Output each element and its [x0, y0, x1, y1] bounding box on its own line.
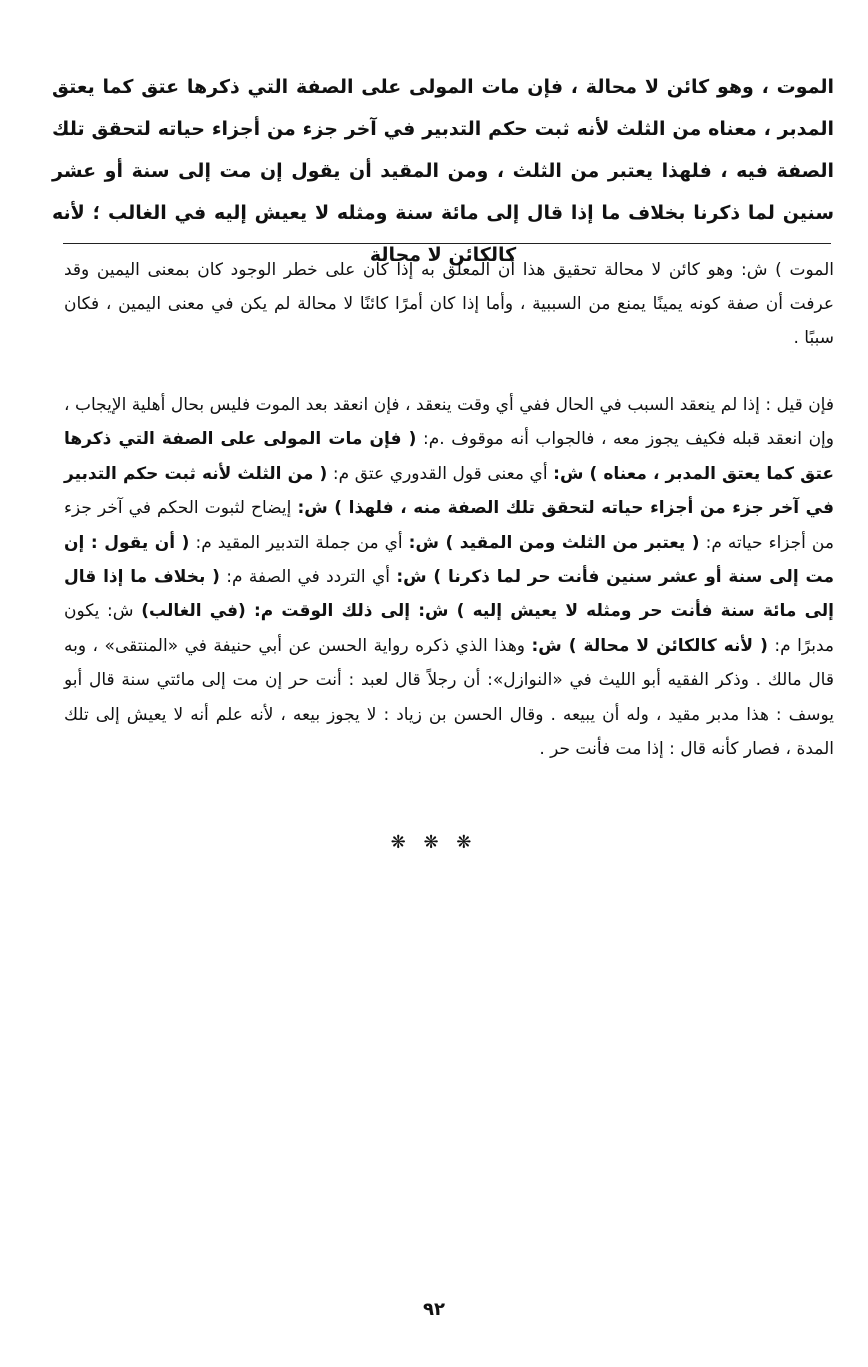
matn-text: الموت ، وهو كائن لا محالة ، فإن مات المولى على الصفة التي ذكرها عتق كما يعتق المدبر ، معناه من الثلث لأنه ثبت حكم التدبير في آخر جزء من أجزاء حياته لتحقق تلك الصفة فيه ، فلهذا يعتبر من الثلث ، ومن المقيد أن يقول إن مت إلى سنة أو عشر سنين لما ذكرنا بخلاف ما إذا قال إلى مائة سنة ومثله لا يعيش إليه في الغالب ؛ لأنه كالكائن لا محالة	[52, 76, 834, 266]
page-number: ٩٢	[423, 1299, 445, 1320]
horizontal-divider	[63, 243, 831, 244]
quoted-text: ( من الثلث لأنه ثبت حكم التدبير في آخر جزء من أجزاء حياته لتحقق تلك الصفة منه ، فلهذا ) ش:	[64, 463, 834, 519]
commentary-segment: أي معنى قول القدوري عتق م:	[327, 463, 554, 484]
quoted-text: ( فإن مات المولى على الصفة التي ذكرها عتق كما يعتق المدبر ، معناه ) ش:	[64, 429, 834, 484]
commentary-segment: أي من جملة التدبير المقيد م:	[189, 532, 409, 553]
commentary-segment: وهذا الذي ذكره رواية الحسن عن أبي حنيفة في «المنتقى» ، وبه قال مالك . وذكر الفقيه أبو الليث في «النوازل»: أن رجلاً قال لعبد : أنت حر إن مت إلى مائتي سنة قال أبو يوسف : هذا مدبر مقيد ، وله أن يبيعه . وقال الحسن بن زياد : لا يجوز بيعه ، لأنه علم أنه لا يعيش إلى تلك المدة ، فصار كأنه قال : إذا مت فأنت حر .	[64, 635, 834, 760]
commentary-paragraph-1: الموت ) ش: وهو كائن لا محالة تحقيق هذا أن المعلق به إذا كان على خطر الوجود كان بمعنى اليمين وقد عرفت أن صفة كونه يمينًا يمنع من السببية ، وأما إذا كان أمرًا كائنًا لا محالة لم يكن في معنى اليمين ، فكان سببًا .	[64, 260, 834, 348]
quoted-text: ( أن يقول : إن مت إلى سنة أو عشر سنين فأنت حر لما ذكرنا ) ش:	[64, 532, 834, 588]
commentary-paragraph-2	[64, 388, 834, 766]
commentary-segment: فإن قيل : إذا لم ينعقد السبب في الحال ففي أي وقت ينعقد ، فإن انعقد بعد الموت فليس بحال أهلية الإيجاب ، وإن انعقد قبله فكيف يجوز معه ، فالجواب أنه موقوف .م:	[64, 395, 834, 450]
commentary-segment: ش: يكون مدبرًا م:	[64, 601, 834, 656]
section-separator-stars: ❋ ❋ ❋	[390, 832, 478, 853]
quoted-text: ( لأنه كالكائن لا محالة ) ش:	[531, 635, 768, 656]
quoted-text: ( بخلاف ما إذا قال إلى مائة سنة فأنت حر ومثله لا يعيش إليه ) ش: إلى ذلك الوقت م: (في الغالب)	[64, 567, 834, 622]
commentary-segment: أي التردد في الصفة م:	[219, 567, 397, 588]
commentary-segment: إيضاح لثبوت الحكم في آخر جزء من أجزاء حياته م:	[64, 498, 834, 553]
quoted-text: ( يعتبر من الثلث ومن المقيد ) ش:	[408, 532, 700, 553]
